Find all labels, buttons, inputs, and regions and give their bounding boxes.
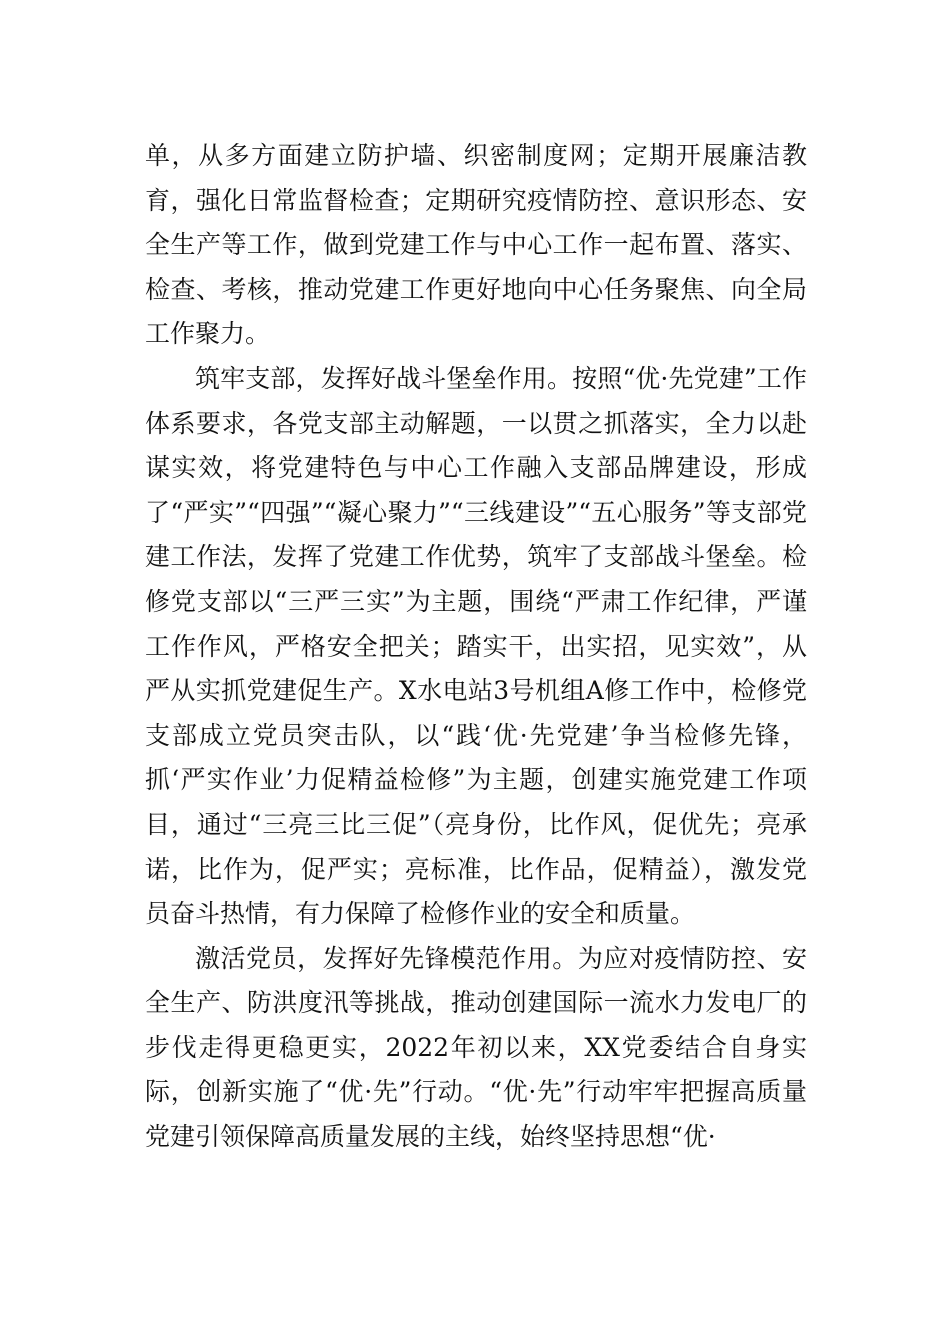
paragraph-continuation: 单，从多方面建立防护墙、织密制度网；定期开展廉洁教育，强化日常监督检查；定期研究疫情防控、意识形态、安全生产等工作，做到党建工作与中心工作一起布置、落实、检查、考核，推动党建工作更好地向中心任务聚焦、向全局工作聚力。 [145,141,807,349]
document-body [145,134,807,1160]
paragraph-branch-fortress: 筑牢支部，发挥好战斗堡垒作用。按照“优·先党建”工作体系要求，各党支部主动解题，一以贯之抓落实，全力以赴谋实效，将党建特色与中心工作融入支部品牌建设，形成了“严实”“四强”“凝心聚力”“三线建设”“五心服务”等支部党建工作法，发挥了党建工作优势，筑牢了支部战斗堡垒。检修党支部以“三严三实”为主题，围绕“严肃工作纪律，严谨工作作风，严格安全把关；踏实干，出实招，见实效”，从严从实抓党建促生产。X水电站3号机组A修工作中，检修党支部成立党员突击队，以“践‘优·先党建’争当检修先锋，抓‘严实作业’力促精益检修”为主题，创建实施党建工作项目，通过“三亮三比三促”（亮身份，比作风，促优先；亮承诺，比作为，促严实；亮标准，比作品，促精益），激发党员奋斗热情，有力保障了检修作业的安全和质量。 [145,363,807,929]
paragraph-activate-members: 激活党员，发挥好先锋模范作用。为应对疫情防控、安全生产、防洪度汛等挑战，推动创建国际一流水力发电厂的步伐走得更稳更实，2022年初以来，XX党委结合自身实际，创新实施了“优·先”行动。“优·先”行动牢牢把握高质量党建引领保障高质量发展的主线，始终坚持思想“优· [145,943,807,1152]
